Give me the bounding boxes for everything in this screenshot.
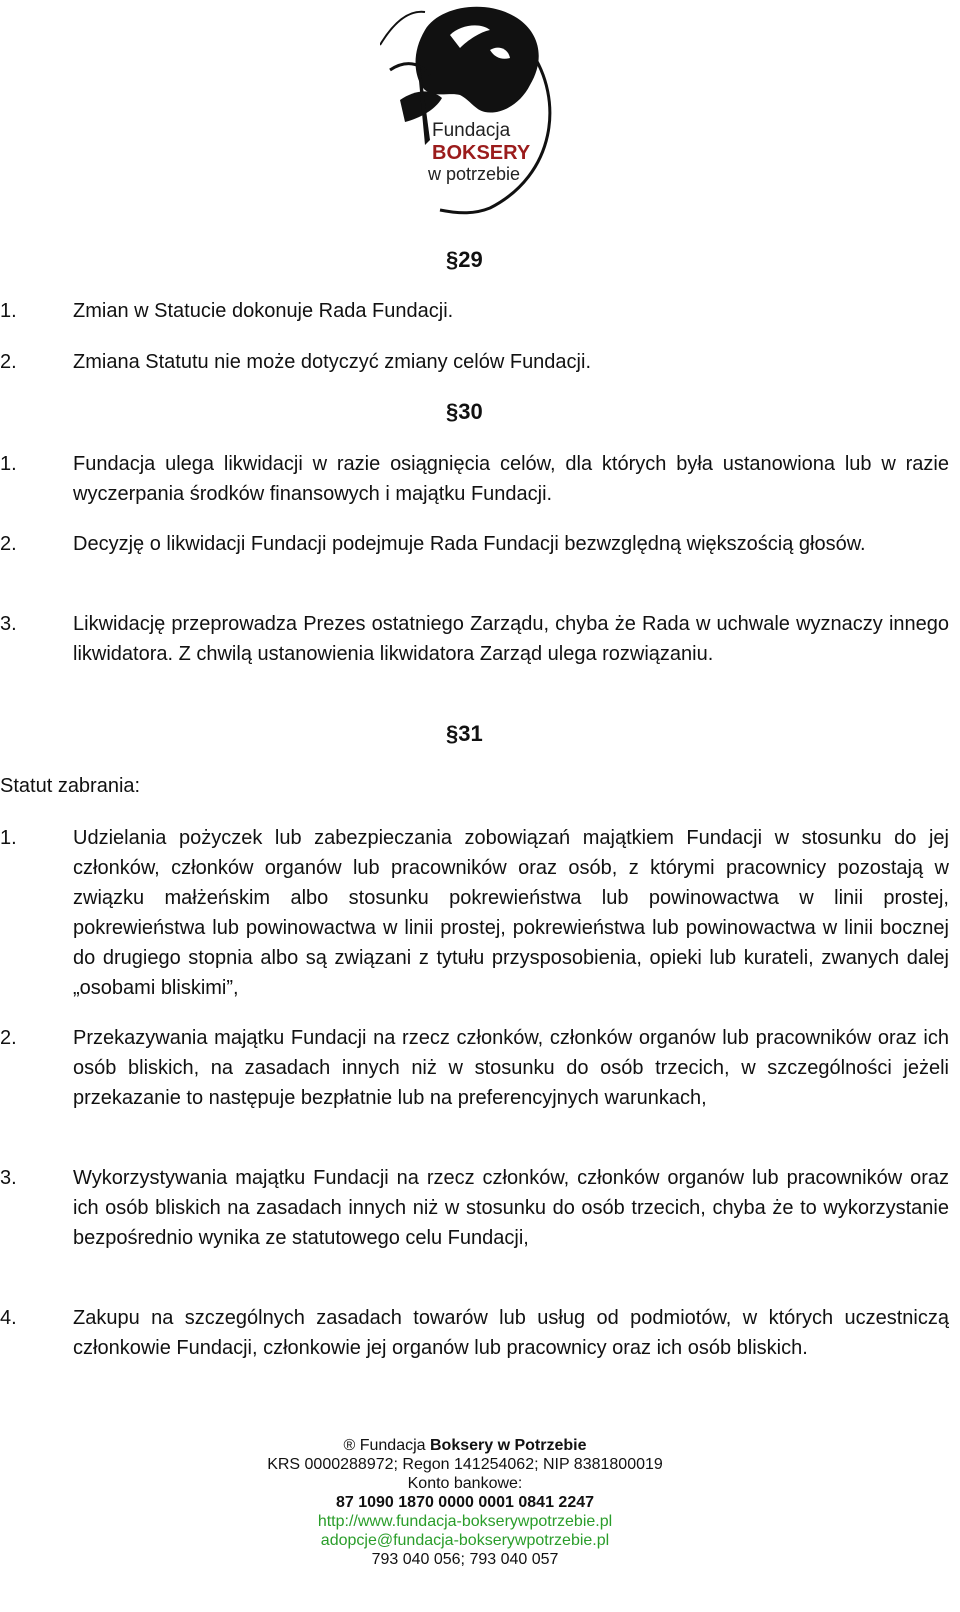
footer-phones: 793 040 056; 793 040 057 [371, 1551, 559, 1568]
item-number: 1. [0, 300, 17, 322]
item-text: Zmian w Statucie dokonuje Rada Fundacji. [73, 300, 454, 322]
footer-org-name: Boksery w Potrzebie [430, 1437, 587, 1454]
logo-line-1: Fundacja [432, 120, 511, 141]
item-text: Fundacja ulega likwidacji w razie osiągnięcia celów, dla których była ustanowiona lub w razie wyczerpania środków finansowych i majątku Fundacji. [73, 453, 949, 505]
item-number: 2. [0, 351, 17, 373]
logo-line-2: BOKSERY [432, 142, 531, 164]
footer-registry: KRS 0000288972; Regon 141254062; NIP 8381800019 [267, 1456, 663, 1473]
footer-org-line [0, 1436, 930, 1455]
item-text: Likwidację przeprowadza Prezes ostatniego Zarządu, chyba że Rada w uchwale wyznaczy innego likwidatora. Z chwilą ustanowienia likwidatora Zarząd ulega rozwiązaniu. [73, 613, 949, 665]
item-number: 2. [0, 1027, 17, 1049]
section-30-title: §30 [446, 399, 483, 424]
item-number: 2. [0, 533, 17, 555]
item-number: 3. [0, 613, 17, 635]
item-text: Wykorzystywania majątku Fundacji na rzecz członków, członków organów lub pracowników oraz ich osób bliskich na zasadach innych niż w stosunku do osób trzecich, chyba że to wykorzystanie bezpośrednio wynika ze statutowego celu Fundacji, [73, 1167, 949, 1249]
item-text: Przekazywania majątku Fundacji na rzecz członków, członków organów lub pracowników oraz ich osób bliskich, na zasadach innych niż w stosunku do osób trzecich, w szczególności jeżeli przekazanie to następuje bezpłatnie lub na preferencyjnych warunkach, [73, 1027, 949, 1109]
item-number: 3. [0, 1167, 17, 1189]
footer [0, 1436, 930, 1569]
logo-line-3: w potrzebie [428, 164, 521, 184]
section-31-intro: Statut zabrania: [0, 775, 141, 797]
item-number: 1. [0, 827, 17, 849]
footer-bank-account: 87 1090 1870 0000 0001 0841 2247 [335, 1494, 595, 1511]
item-text: Zmiana Statutu nie może dotyczyć zmiany celów Fundacji. [73, 351, 591, 373]
item-text: Decyzję o likwidacji Fundacji podejmuje Rada Fundacji bezwzględną większością głosów. [73, 533, 866, 555]
section-31-title: §31 [446, 721, 483, 746]
item-number: 4. [0, 1307, 17, 1329]
item-text: Zakupu na szczególnych zasadach towarów lub usług od podmiotów, w których uczestniczą członkowie Fundacji, członkowie jej organów lub pracownicy oraz ich osób bliskich. [73, 1307, 949, 1359]
footer-org-prefix: ® Fundacja [343, 1437, 430, 1454]
section-29-title: §29 [446, 247, 483, 272]
footer-website-link[interactable]: http://www.fundacja-bokserywpotrzebie.pl [317, 1513, 613, 1530]
footer-email-link[interactable]: adopcje@fundacja-bokserywpotrzebie.pl [320, 1532, 610, 1549]
footer-bank-label: Konto bankowe: [407, 1475, 523, 1492]
item-number: 1. [0, 453, 17, 475]
item-text: Udzielania pożyczek lub zabezpieczania zobowiązań majątkiem Fundacji w stosunku do jej członków, członków organów lub pracowników oraz osób, z którymi pracownicy pozostają w związku małżeńskim albo stosunku pokrewieństwa lub powinowactwa w linii prostej, pokrewieństwa lub powinowactwa w linii prostej, pokrewieństwa lub powinowactwa w linii bocznej do drugiego stopnia albo są związani z tytułu przysposobienia, opieki lub kurateli, zwanych dalej „osobami bliskimi”, [73, 827, 949, 999]
